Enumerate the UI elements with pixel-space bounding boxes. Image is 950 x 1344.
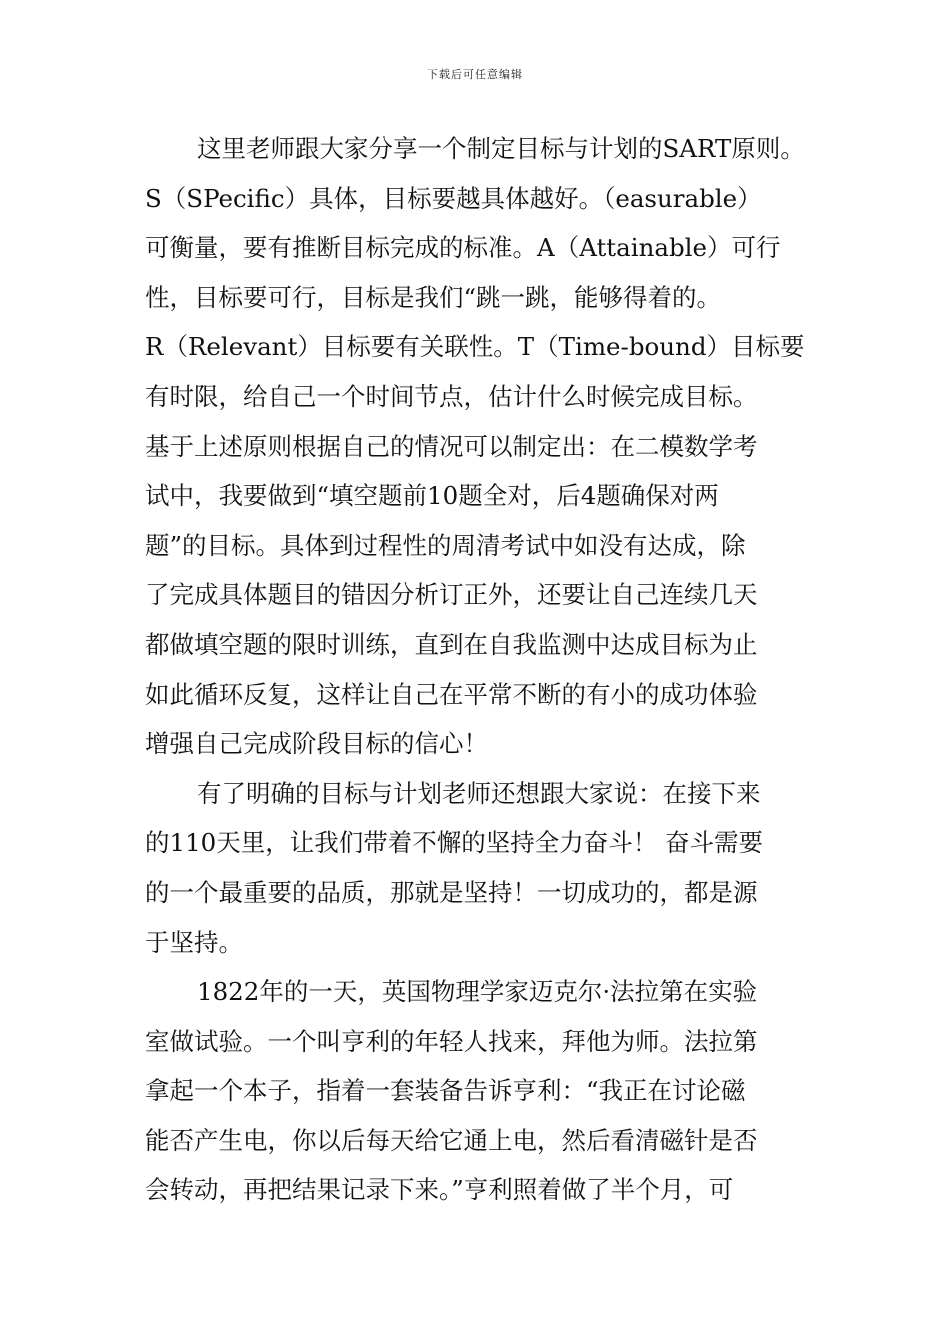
paragraph-line: 基于上述原则根据自己的情况可以制定出：在二模数学考 (145, 431, 758, 461)
paragraph-line: 如此循环反复，这样让自己在平常不断的有小的成功体验 (145, 679, 758, 709)
paragraph-line: 增强自己完成阶段目标的信心！ (145, 729, 488, 759)
page-header: 下载后可任意编辑 (427, 68, 523, 81)
paragraph-line: 1822年的一天，英国物理学家迈克尔·法拉第在实验 (197, 977, 758, 1007)
document-body (145, 124, 825, 1215)
paragraph-line: 的110天里，让我们带着不懈的坚持全力奋斗！ 奋斗需要 (145, 828, 764, 858)
paragraph-line: 试中，我要做到“填空题前10题全对，后4题确保对两 (145, 481, 719, 511)
paragraph-line: 性，目标要可行，目标是我们“跳一跳，能够得着的。 (145, 282, 722, 312)
paragraph-line: 会转动，再把结果记录下来。”亨利照着做了半个月，可 (145, 1175, 734, 1205)
paragraph-line: R（Relevant）目标要有关联性。T（Time-bound）目标要 (145, 332, 805, 362)
paragraph-line: 室做试验。一个叫亨利的年轻人找来，拜他为师。法拉第 (145, 1026, 758, 1056)
paragraph-line: 拿起一个本子，指着一套装备告诉亨利：“我正在讨论磁 (145, 1076, 746, 1106)
paragraph-line: 的一个最重要的品质，那就是坚持！一切成功的，都是源 (145, 877, 758, 907)
paragraph-line: 题”的目标。具体到过程性的周清考试中如没有达成，除 (145, 530, 746, 560)
paragraph-line: 于坚持。 (145, 927, 243, 957)
paragraph-line: 有了明确的目标与计划老师还想跟大家说：在接下来 (197, 778, 761, 808)
paragraph-line: 了完成具体题目的错因分析订正外，还要让自己连续几天 (145, 580, 758, 610)
paragraph-line: 有时限，给自己一个时间节点，估计什么时候完成目标。 (145, 381, 758, 411)
paragraph-line: S（SPecific）具体，目标要越具体越好。（easurable） (145, 183, 762, 213)
paragraph-line: 可衡量，要有推断目标完成的标准。A（Attainable）可行 (145, 233, 781, 263)
paragraph-line: 能否产生电，你以后每天给它通上电，然后看清磁针是否 (145, 1125, 758, 1155)
paragraph-line: 这里老师跟大家分享一个制定目标与计划的SART原则。 (197, 134, 805, 163)
paragraph-line: 都做填空题的限时训练，直到在自我监测中达成目标为止 (145, 629, 758, 659)
